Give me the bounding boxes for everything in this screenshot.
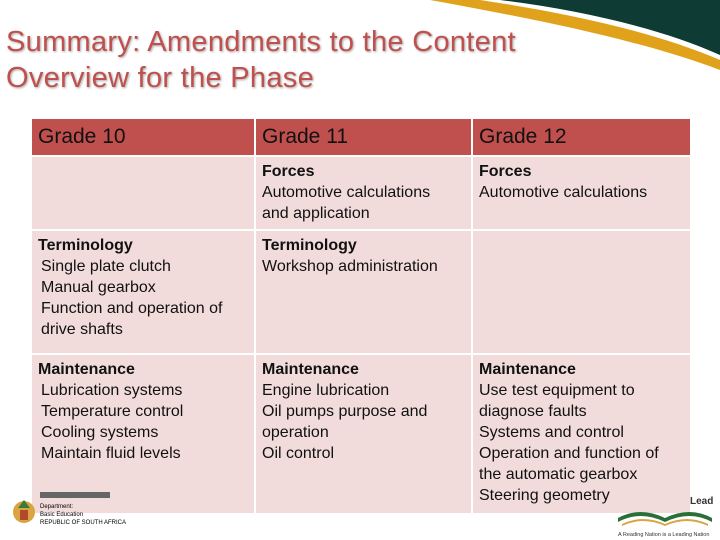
- cell-item: diagnose faults: [479, 403, 587, 420]
- header-grade-12: Grade 12: [472, 118, 691, 156]
- table-body: [31, 156, 691, 514]
- cell-grade-12: [472, 230, 691, 354]
- cell-item: Automotive calculations: [479, 184, 648, 201]
- cell-heading: Forces: [479, 163, 532, 180]
- cell-heading: Maintenance: [38, 361, 135, 378]
- table-header-row: [31, 118, 691, 156]
- cell-item: Workshop administration: [262, 258, 438, 275]
- cell-item: drive shafts: [41, 321, 123, 338]
- logo-line-3: REPUBLIC OF SOUTH AFRICA: [40, 520, 127, 526]
- cell-item: and application: [262, 205, 370, 222]
- cell-item: Automotive calculations: [262, 184, 431, 201]
- logo-caption: A Reading Nation is a Leading Nation: [618, 532, 710, 538]
- title-line-2: Overview for the Phase: [6, 62, 315, 94]
- cell-item: Use test equipment to: [479, 382, 635, 399]
- cell-item: Maintain fluid levels: [41, 445, 181, 462]
- cell-heading: Terminology: [38, 237, 133, 254]
- page-title: [6, 24, 646, 96]
- cell-item: Oil control: [262, 445, 335, 462]
- cell-item: operation: [262, 424, 329, 441]
- logo-line-1: Department:: [40, 504, 74, 510]
- cell-item: Single plate clutch: [41, 258, 171, 275]
- cell-heading: Maintenance: [262, 361, 359, 378]
- cell-grade-11: [255, 230, 472, 354]
- cell-item: Engine lubrication: [262, 382, 390, 399]
- cell-item: the automatic gearbox: [479, 466, 638, 483]
- cell-grade-10: [31, 156, 255, 230]
- cell-item: Oil pumps purpose and: [262, 403, 428, 420]
- cell-item: Cooling systems: [41, 424, 159, 441]
- reading-nation-logo: [610, 488, 720, 540]
- cell-item: Operation and function of: [479, 445, 659, 462]
- cell-heading: Terminology: [262, 237, 357, 254]
- cell-item: Temperature control: [41, 403, 184, 420]
- cell-item: Manual gearbox: [41, 279, 156, 296]
- table-row: [31, 230, 691, 354]
- cell-heading: Maintenance: [479, 361, 576, 378]
- content-table: [30, 117, 692, 515]
- cell-item: Function and operation of: [41, 300, 223, 317]
- cell-item: Systems and control: [479, 424, 624, 441]
- cell-heading: Forces: [262, 163, 315, 180]
- department-logo: [10, 488, 140, 536]
- cell-grade-12: [472, 156, 691, 230]
- cell-grade-11: [255, 354, 472, 514]
- logo-fragment: Lead: [690, 496, 714, 507]
- title-line-1: Summary: Amendments to the Content: [6, 26, 516, 58]
- cell-item: Steering geometry: [479, 487, 610, 504]
- header-grade-10: Grade 10: [31, 118, 255, 156]
- table-row: [31, 156, 691, 230]
- cell-grade-10: [31, 230, 255, 354]
- logo-line-2: Basic Education: [40, 512, 84, 518]
- header-grade-11: Grade 11: [255, 118, 472, 156]
- cell-item: Lubrication systems: [41, 382, 183, 399]
- cell-grade-11: [255, 156, 472, 230]
